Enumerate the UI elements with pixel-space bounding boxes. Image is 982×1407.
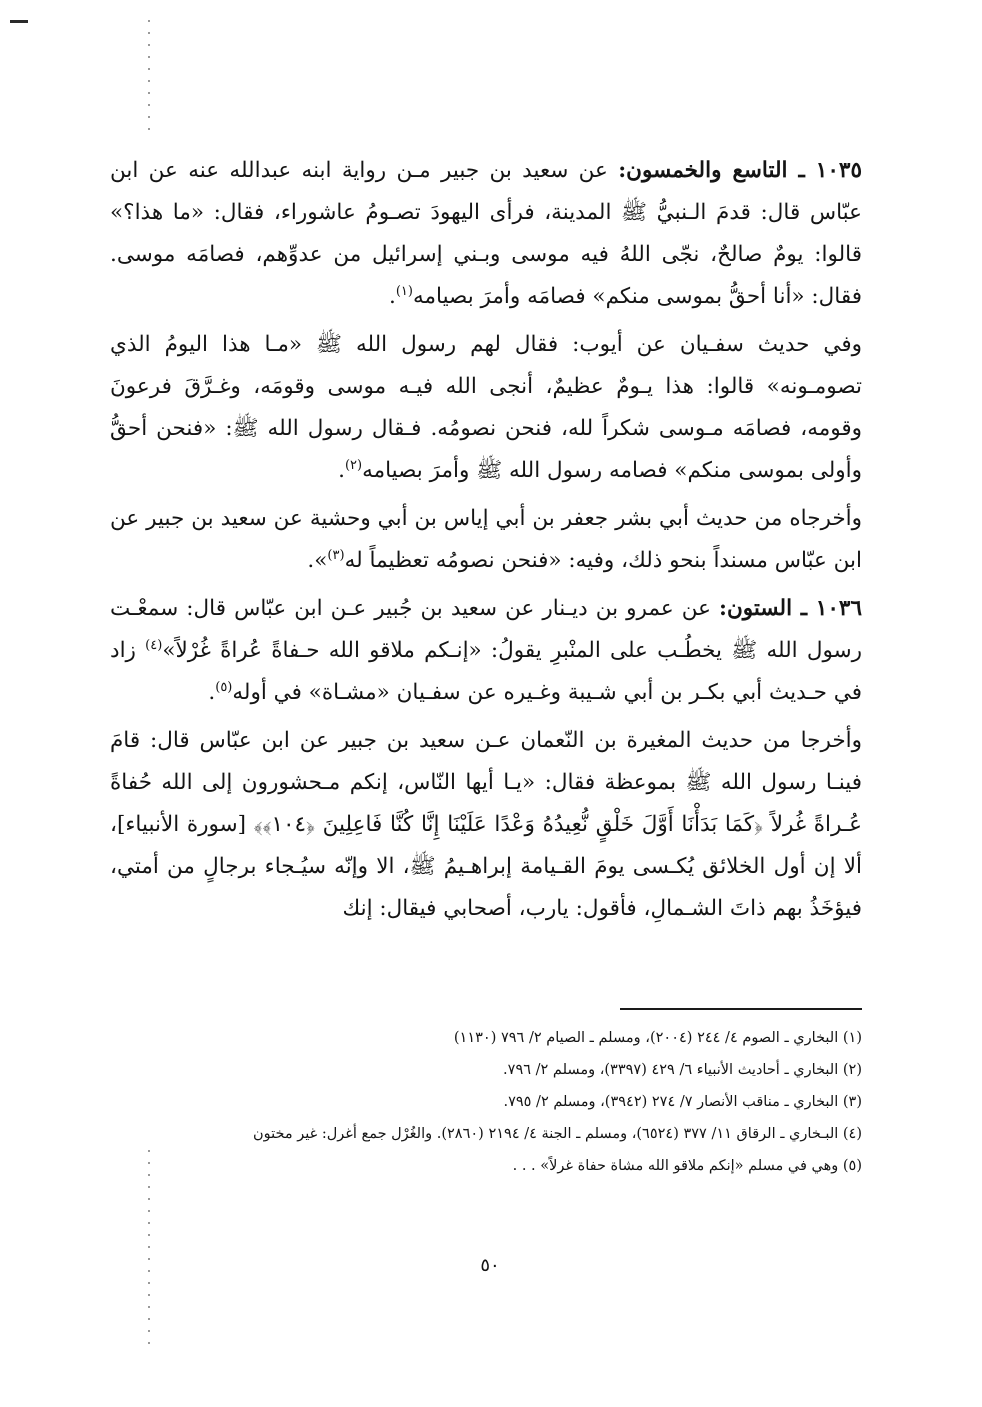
- footnote-5: (٥) وهي في مسلم «إنكم ملاقو الله مشاة حفاة غرلاً» . . .: [512, 1158, 862, 1174]
- paragraph-text: وأخرجاه من حديث أبي بشر جعفر بن أبي إياس بن أبي وحشية عن سعيد بن جبير عن ابن عبّاس مسنداً بنحو ذلك، وفيه: «فنحن نصومُه تعظيماً له: [110, 506, 862, 573]
- paragraph-text: زاد في حـديث أبي بكـر بن أبي شـيبة وغـيره عن سفـيان «مشـاة» في أوله: [110, 638, 862, 705]
- footnote-marker: (١): [395, 283, 413, 299]
- page-number: ٥٠: [480, 1255, 500, 1276]
- footnote-divider: [620, 1008, 862, 1010]
- footnote-marker: (٢): [344, 457, 363, 473]
- paragraph-text: عن عمرو بن ديـنار عن سعيد بن جُبير عـن ابن عبّاس قال: سمعْـت رسول الله ﷺ يخطُـب على المنْبرِ يقولُ: «إنـكم ملاقو الله حـفاةً عُراةً غُرْلاً»: [110, 596, 862, 663]
- paragraph-1036: [110, 588, 862, 714]
- main-text: [110, 150, 862, 936]
- paragraph-text: وفي حديث سفـيان عن أيوب: فقال لهم رسول الله ﷺ «مـا هذا اليومُ الذي تصومـونه» قالوا: هذا يـومٌ عظيمٌ، أنجى الله فيـه موسى وقومَه، وغـرَّقَ فرعونَ وقومه، فصامَه مـوسى شكراً لله، فنحن نصومُه. فـقال رسول الله ﷺ: «فنحن أحقُّ وأولى بموسى منكم» فصامه رسول الله ﷺ وأمرَ بصيامه: [110, 332, 862, 483]
- footnote-4: (٤) البـخاري ـ الرقاق ١١/ ٣٧٧ (٦٥٢٤)، ومسلم ـ الجنة ٤/ ٢١٩٤ (٢٨٦٠). والغُرْل جمع أغرل: غير مختون: [253, 1126, 862, 1142]
- paragraph-tail: ».: [307, 548, 328, 573]
- footnote-3: (٣) البخاري ـ مناقب الأنصار ٧/ ٢٧٤ (٣٩٤٢)، ومسلم ٢/ ٧٩٥.: [503, 1094, 862, 1110]
- paragraph-tail: .: [388, 284, 396, 309]
- paragraph-tail: .: [208, 680, 216, 705]
- paragraph-sufyan: [110, 324, 862, 492]
- footnote-1: (١) البخاري ـ الصوم ٤/ ٢٤٤ (٢٠٠٤)، ومسلم ـ الصيام ٢/ ٧٩٦ (١١٣٠): [453, 1030, 862, 1046]
- footnote-2: (٢) البخاري ـ أحاديث الأنبياء ٦/ ٤٢٩ (٣٣٩٧)، ومسلم ٢/ ٧٩٦.: [503, 1062, 862, 1078]
- scan-dotted-line: [148, 20, 150, 140]
- hadith-heading: ١٠٣٥ ـ التاسع والخمسون:: [618, 158, 862, 183]
- paragraph-1035: [110, 150, 862, 318]
- paragraph-tail: .: [338, 458, 345, 483]
- footnote-marker: (٣): [327, 547, 345, 563]
- paragraph-mughira: [110, 720, 862, 930]
- footnotes: [110, 1022, 862, 1182]
- footnote-marker: (٥): [215, 679, 233, 695]
- scan-corner-mark: [10, 20, 28, 23]
- footnote-marker: (٤): [145, 637, 163, 653]
- hadith-heading: ١٠٣٦ ـ الستون:: [719, 596, 862, 621]
- paragraph-text: عن سعيد بن جبير مـن رواية ابنه عبدالله عنه عن ابن عبّاس قال: قدمَ الـنبيُّ ﷺ المدينة، فرأى اليهودَ تصـومُ عاشوراء، فقال: «ما هذا؟» قالوا: يومٌ صالحٌ، نجّى اللهُ فيه موسى وبـني إسرائيل من عدوِّهم، فصامَه موسى. فقال: «أنا أحقُّ بموسى منكم» فصامَه وأمرَ بصيامه: [110, 158, 862, 309]
- paragraph-abu-bishr: [110, 498, 862, 582]
- paragraph-text: وأخرجا من حديث المغيرة بن النّعمان عـن سعيد بن جبير عن ابن عبّاس قال: قامَ فينـا رسول الله ﷺ بموعظة فقال: «يـا أيها النّاس، إنكم مـحشورون إلى الله حُفاةً عُـراةً غُرلاً ﴿كَمَا بَدَأْنَا أَوَّلَ خَلْقٍ نُّعِيدُهُ وَعْدًا عَلَيْنَا إِنَّا كُنَّا فَاعِلِينَ ﴿١٠٤﴾﴾ [سورة الأنبياء]، ألا إن أول الخلائق يُكـسى يومَ القـيامة إبراهـيمُ ﷺ، الا وإنّه سيُـجاء برجالٍ من أمتي، فيؤخَذُ بهم ذاتَ الشـمالِ، فأقول: يارب، أصحابي فيقال: إنك: [110, 728, 863, 921]
